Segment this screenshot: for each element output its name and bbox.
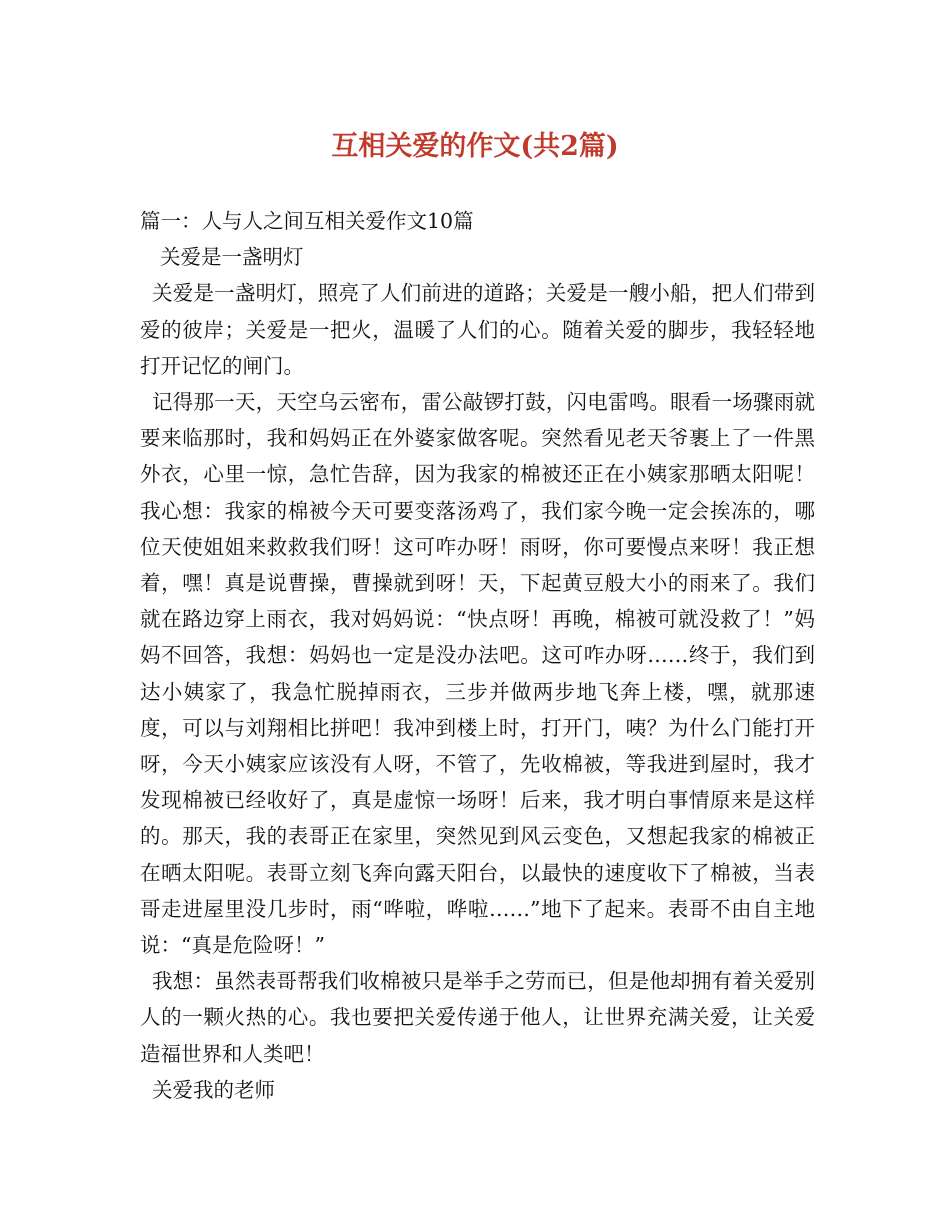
section-heading: 篇一：人与人之间互相关爱作文10篇 — [140, 209, 474, 233]
document-body — [140, 203, 815, 1108]
document-title: 互相关爱的作文(共2篇) — [331, 131, 619, 162]
paragraph: 关爱是一盏明灯，照亮了人们前进的道路；关爱是一艘小船，把人们带到爱的彼岸；关爱是一把火，温暖了人们的心。随着关爱的脚步，我轻轻地打开记忆的闸门。 — [140, 281, 815, 378]
essay-subheading: 关爱是一盏明灯 — [160, 245, 304, 270]
essay-subheading: 关爱我的老师 — [152, 1077, 275, 1102]
paragraph: 记得那一天，天空乌云密布，雷公敲锣打鼓，闪电雷鸣。眼看一场骤雨就要来临那时，我和妈妈正在外婆家做客呢。突然看见老天爷裹上了一件黑外衣，心里一惊，急忙告辞，因为我家的棉被还正在小姨家那晒太阳呢！我心想：我家的棉被今天可要变落汤鸡了，我们家今晚一定会挨冻的，哪位天使姐姐来救救我们呀！这可咋办呀！雨呀，你可要慢点来呀！我正想着，嘿！真是说曹操，曹操就到呀！天，下起黄豆般大小的雨来了。我们就在路边穿上雨衣，我对妈妈说：“快点呀！再晚，棉被可就没救了！”妈妈不回答，我想：妈妈也一定是没办法吧。这可咋办呀……终于，我们到达小姨家了，我急忙脱掉雨衣，三步并做两步地飞奔上楼，嘿，就那速度，可以与刘翔相比拼吧！我冲到楼上时，打开门，咦？为什么门能打开呀，今天小姨家应该没有人呀，不管了，先收棉被，等我进到屋时，我才发现棉被已经收好了，真是虚惊一场呀！后来，我才明白事情原来是这样的。那天，我的表哥正在家里，突然见到风云变色，又想起我家的棉被正在晒太阳呢。表哥立刻飞奔向露天阳台，以最快的速度收下了棉被，当表哥走进屋里没几步时，雨“哗啦，哗啦……”地下了起来。表哥不由自主地说：“真是危险呀！” — [140, 390, 815, 958]
paragraph: 我想：虽然表哥帮我们收棉被只是举手之劳而已，但是他却拥有着关爱别人的一颗火热的心。我也要把关爱传递于他人，让世界充满关爱，让关爱造福世界和人类吧！ — [140, 969, 815, 1066]
